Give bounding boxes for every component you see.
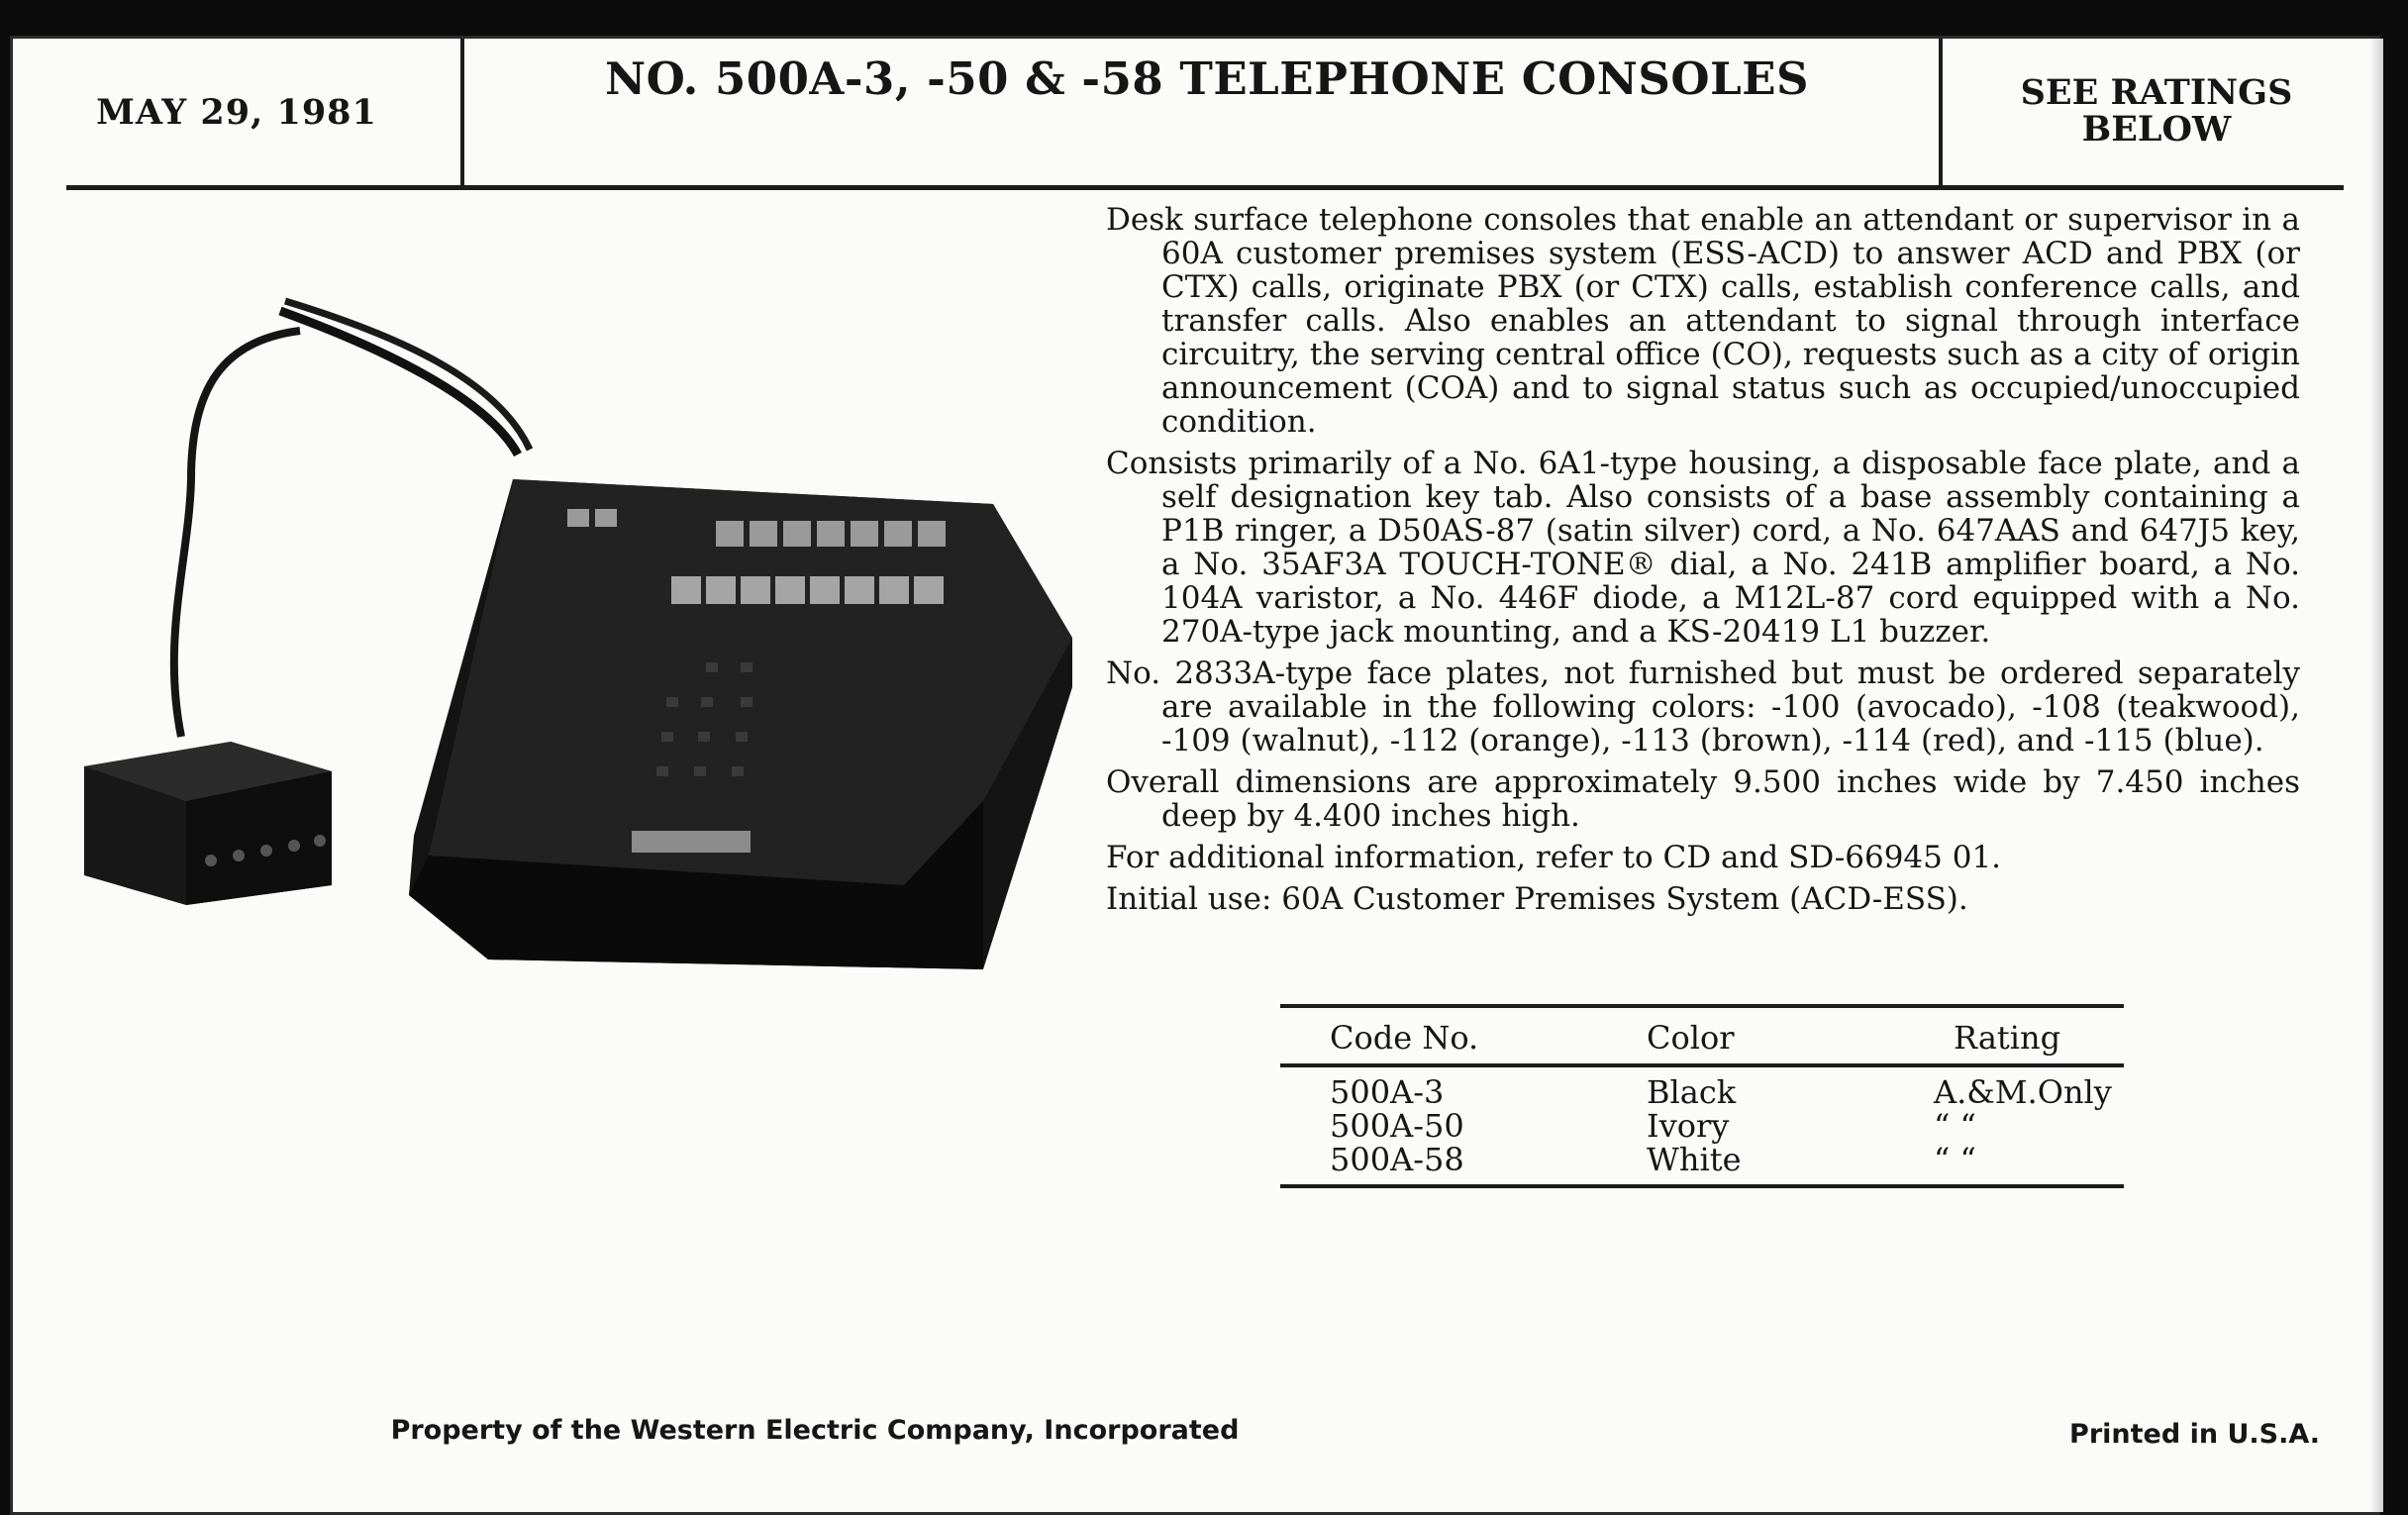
header-color: Color: [1647, 1019, 1735, 1057]
cell-color: Ivory: [1647, 1107, 1730, 1145]
table-row: [1280, 1075, 2124, 1109]
cell-rating: “ “: [1934, 1141, 1976, 1178]
property-notice: Property of the Western Electric Company, Incorporated: [390, 1415, 1240, 1446]
catalog-sheet: [10, 36, 2380, 1515]
description-text: [1106, 203, 2300, 924]
printed-notice: Printed in U.S.A.: [2069, 1419, 2320, 1450]
header-divider: [1939, 39, 1943, 185]
header-rule: [66, 185, 2344, 190]
ratings-note-line2: BELOW: [2081, 109, 2232, 150]
table-row: [1280, 1143, 2124, 1176]
header-code: Code No.: [1330, 1019, 1479, 1057]
description-paragraph: Desk surface telephone consoles that enable an attendant or supervisor in a 60A customer premises system (ESS-ACD) to answer ACD and PBX (or CTX) calls, originate PBX (or CTX) calls, establish conference calls, and transfer calls. Also enables an attendant to signal through interface circuitry, the serving central office (CO), requests such as a city of origin announcement (COA) and to signal status such as occupied/unoccupied condition.: [1106, 202, 2300, 440]
sheet-header: [13, 39, 2377, 185]
table-body: [1280, 1067, 2124, 1184]
issue-date: MAY 29, 1981: [13, 39, 464, 185]
table-bottom-rule: [1280, 1184, 2124, 1188]
face-plates-paragraph: No. 2833A-type face plates, not furnished but must be ordered separately are available in the following colors: -100 (avocado), -108 (teakwood), -109 (walnut), -112 (orange), -113 (brown), -114 (red), and -115 (blue).: [1106, 656, 2300, 758]
table-row: [1280, 1109, 2124, 1143]
sheet-title: NO. 500A-3, -50 & -58 TELEPHONE CONSOLES: [604, 52, 1810, 105]
cell-rating: A.&M.Only: [1934, 1073, 2112, 1111]
ratings-note: [1944, 74, 2369, 148]
page-edge: [2369, 39, 2383, 1512]
table-header: [1280, 1008, 2124, 1063]
ratings-note-line1: SEE RATINGS: [2020, 72, 2293, 113]
ratings-table: [1280, 1004, 2124, 1188]
cell-color: White: [1647, 1141, 1742, 1178]
cell-code: 500A-58: [1330, 1141, 1464, 1178]
dimensions-paragraph: Overall dimensions are approximately 9.500 inches wide by 7.450 inches deep by 4.400 inches high.: [1106, 764, 2300, 834]
cell-color: Black: [1647, 1073, 1737, 1111]
header-rating: Rating: [1954, 1019, 2061, 1057]
reference-paragraph: For additional information, refer to CD and SD-66945 01.: [1106, 840, 2002, 875]
components-paragraph: Consists primarily of a No. 6A1-type housing, a disposable face plate, and a self designation key tab. Also consists of a base assembly containing a P1B ringer, a D50AS-87 (satin silver) cord, a No. 647AAS and 647J5 key, a No. 35AF3A TOUCH-TONE® dial, a No. 241B amplifier board, a No. 104A varistor, a No. 446F diode, a M12L-87 cord equipped with a No. 270A-type jack mounting, and a KS-20419 L1 buzzer.: [1106, 446, 2300, 650]
cell-code: 500A-3: [1330, 1073, 1445, 1111]
cell-rating: “ “: [1934, 1107, 1976, 1145]
cell-code: 500A-50: [1330, 1107, 1464, 1145]
initial-use-paragraph: Initial use: 60A Customer Premises System (ACD-ESS).: [1106, 881, 1968, 917]
console-photo: [72, 261, 1082, 1014]
